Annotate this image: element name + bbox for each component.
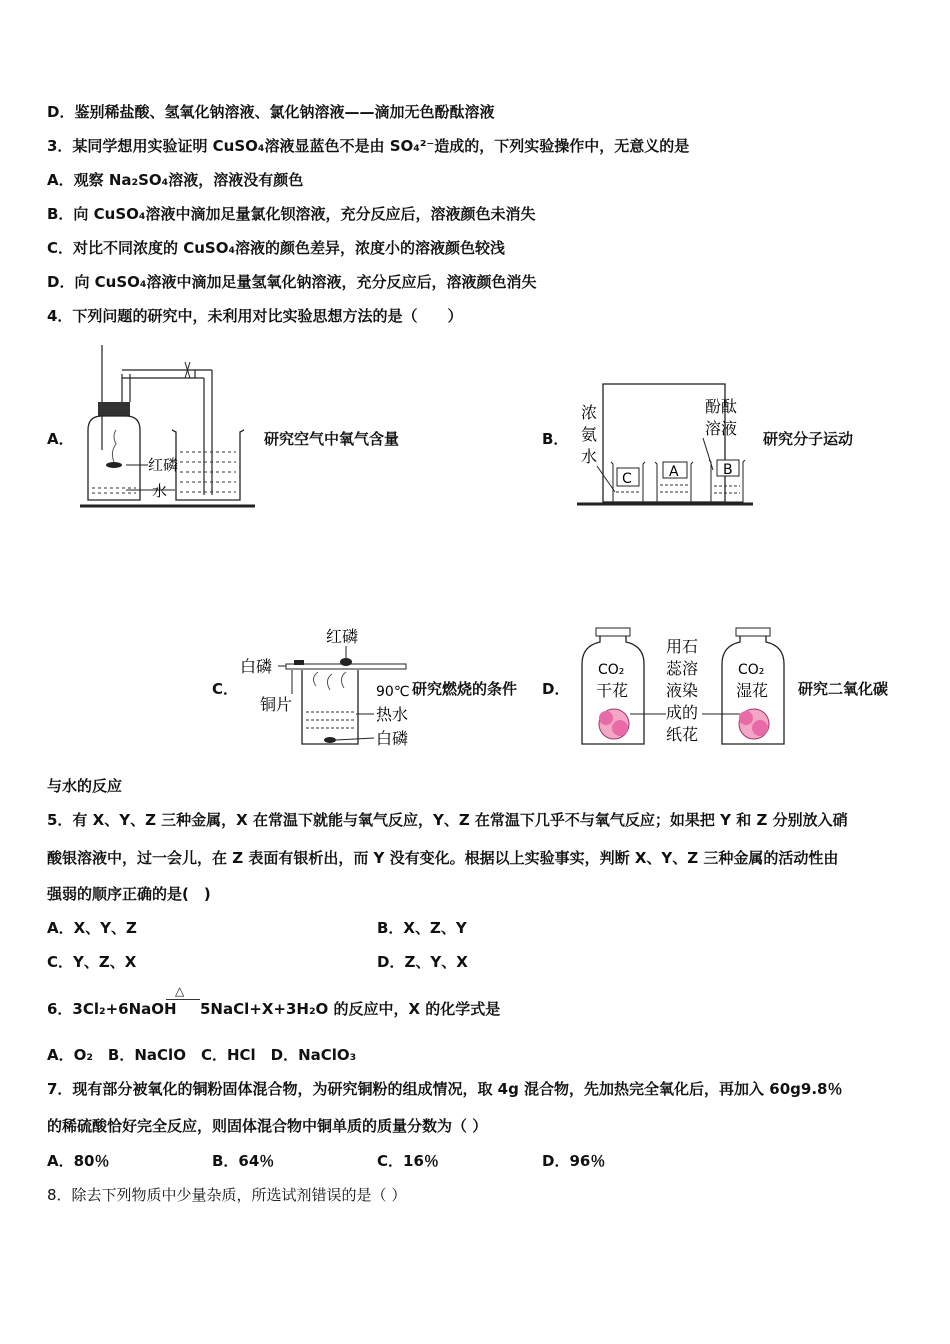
figure-d-jar2-flower: 湿花 <box>736 681 769 700</box>
figure-b-ammonia-1: 浓 <box>581 403 598 422</box>
figure-b-beaker-b: B <box>723 462 733 478</box>
figure-d-jar2-gas: CO₂ <box>738 662 765 678</box>
figure-b-ammonia-2: 氨 <box>581 425 598 444</box>
figure-c-hot-water-label: 热水 <box>376 705 409 724</box>
q5-option-b: B．X、Z、Y <box>377 919 467 937</box>
q7-option-b: B．64％ <box>212 1152 275 1170</box>
figure-d-apparatus <box>578 624 798 750</box>
q7-stem-1: 7．现有部分被氧化的铜粉固体混合物，为研究铜粉的组成情况，取 4g 混合物，先加热完全氧化后，再加入 60g9.8％ <box>47 1080 843 1098</box>
figure-c-letter: C． <box>212 680 239 698</box>
figure-b-ammonia-3: 水 <box>581 447 598 466</box>
q7-stem-2: 的稀硫酸恰好完全反应，则固体混合物中铜单质的质量分数为（ ） <box>47 1117 488 1135</box>
q5-stem-3: 强弱的顺序正确的是( ) <box>47 885 211 903</box>
figure-d-jar1-gas: CO₂ <box>598 662 625 678</box>
figure-c-white-p-label: 白磷 <box>240 657 273 676</box>
q3-option-d: D．向 CuSO₄溶液中滴加足量氢氧化钠溶液，充分反应后，溶液颜色消失 <box>47 273 537 291</box>
q5-option-c: C．Y、Z、X <box>47 953 137 971</box>
q3-stem: 3．某同学想用实验证明 CuSO₄溶液显蓝色不是由 SO₄²⁻造成的，下列实验操作中，无意义的是 <box>47 137 690 155</box>
q5-stem-2: 酸银溶液中，过一会儿，在 Z 表面有银析出，而 Y 没有变化。根据以上实验事实，判断 X、Y、Z 三种金属的活动性由 <box>47 849 839 867</box>
q6-left: 6．3Cl₂+6NaOH <box>47 1000 177 1018</box>
figure-a-water-label: 水 <box>152 482 168 500</box>
figure-d-caption: 研究二氧化碳 <box>798 680 889 698</box>
figure-b-letter: B． <box>542 430 569 448</box>
q8-stem: 8．除去下列物质中少量杂质，所选试剂错误的是（ ） <box>47 1186 407 1204</box>
figure-a-red-p-label: 红磷 <box>148 456 179 474</box>
q4-stem: 4．下列问题的研究中，未利用对比实验思想方法的是（ ） <box>47 307 463 325</box>
figure-d-jar1-flower: 干花 <box>596 681 629 700</box>
q4-d-tail: 与水的反应 <box>47 777 123 795</box>
figure-d-middle-1: 用石 <box>666 637 699 656</box>
figure-d-middle-4: 成的 <box>666 703 699 722</box>
q2-option-d: D．鉴别稀盐酸、氢氧化钠溶液、氯化钠溶液——滴加无色酚酞溶液 <box>47 103 495 121</box>
q5-option-a: A．X、Y、Z <box>47 919 137 937</box>
q3-option-a: A．观察 Na₂SO₄溶液，溶液没有颜色 <box>47 171 304 189</box>
figure-d-letter: D． <box>542 680 570 698</box>
q3-option-b: B．向 CuSO₄溶液中滴加足量氯化钡溶液，充分反应后，溶液颜色未消失 <box>47 205 536 223</box>
figure-b-phenol-1: 酚酞 <box>705 397 738 416</box>
figure-c-apparatus <box>238 622 413 750</box>
figure-a-apparatus <box>80 340 260 510</box>
q5-stem-1: 5．有 X、Y、Z 三种金属，X 在常温下就能与氧气反应，Y、Z 在常温下几乎不与氧气反应；如果把 Y 和 Z 分别放入硝 <box>47 811 848 829</box>
q7-option-d: D．96％ <box>542 1152 606 1170</box>
figure-c-copper-label: 铜片 <box>260 695 293 714</box>
q7-option-a: A．80％ <box>47 1152 110 1170</box>
q6-heat-condition: △ <box>175 984 185 998</box>
figure-b-phenol-2: 溶液 <box>705 419 738 438</box>
figure-d-middle-5: 纸花 <box>666 725 699 744</box>
figure-c-temp-label: 90℃ <box>376 684 410 700</box>
figure-c-caption: 研究燃烧的条件 <box>412 680 518 698</box>
q6-reaction-bar <box>166 999 200 1000</box>
q6-options: A．O₂ B．NaClO C．HCl D．NaClO₃ <box>47 1046 357 1064</box>
figure-b-apparatus <box>575 380 755 508</box>
figure-b-beaker-a: A <box>669 464 679 480</box>
figure-c-white-p2-label: 白磷 <box>376 729 409 748</box>
figure-a-letter: A． <box>47 430 74 448</box>
figure-c-red-p-label: 红磷 <box>326 627 359 646</box>
figure-b-caption: 研究分子运动 <box>763 430 854 448</box>
figure-a-caption: 研究空气中氧气含量 <box>264 430 400 448</box>
figure-b-beaker-c: C <box>622 471 632 487</box>
figure-d-middle-3: 液染 <box>666 681 699 700</box>
q6-right: 5NaCl+X+3H₂O 的反应中，X 的化学式是 <box>200 1000 501 1018</box>
q3-option-c: C．对比不同浓度的 CuSO₄溶液的颜色差异，浓度小的溶液颜色较浅 <box>47 239 506 257</box>
q7-option-c: C．16％ <box>377 1152 439 1170</box>
figure-d-middle-2: 蕊溶 <box>666 659 699 678</box>
q5-option-d: D．Z、Y、X <box>377 953 468 971</box>
